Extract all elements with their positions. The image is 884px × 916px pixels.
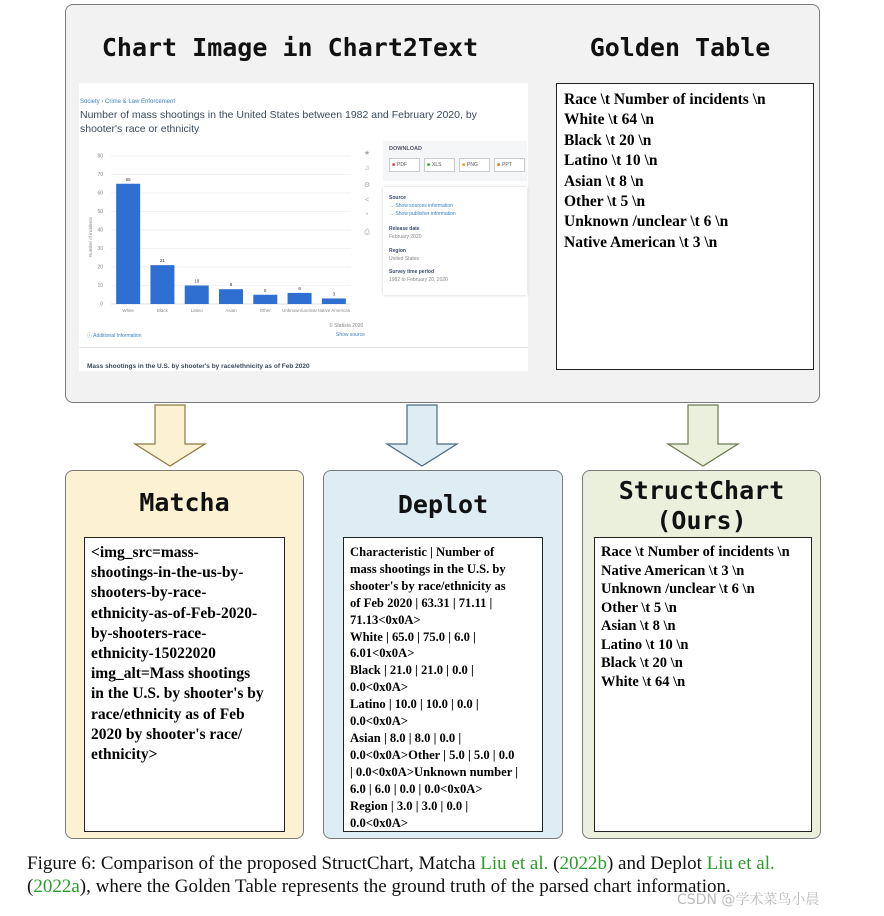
arrow-to-matcha [133, 404, 207, 468]
matcha-line: by-shooters-race- [91, 624, 207, 642]
structchart-heading [582, 476, 821, 536]
caption-text: Figure 6: Comparison of the proposed StructChart, Matcha [27, 853, 481, 874]
structchart-line: Race \t Number of incidents \n [601, 544, 790, 560]
download-xls-button[interactable] [424, 158, 455, 172]
matcha-line: 2020 by shooter's race/ [91, 725, 243, 743]
deplot-line: Region | 3.0 | 3.0 | 0.0 | [350, 798, 469, 813]
golden-line: Native American \t 3 \n [564, 233, 718, 251]
chart-screenshot [79, 83, 528, 371]
golden-line: White \t 64 \n [564, 111, 654, 129]
bar [185, 286, 209, 305]
source-heading: Source [389, 195, 406, 201]
deplot-line: Latino | 10.0 | 10.0 | 0.0 | [350, 697, 479, 712]
y-tick-label: 80 [97, 153, 103, 160]
print-icon[interactable]: ⎙ [364, 229, 370, 236]
structchart-line: Native American \t 3 \n [601, 562, 745, 579]
watermark: CSDN @学术菜鸟小晨 [677, 892, 820, 908]
download-png-label: PNG [467, 162, 478, 168]
citation-year[interactable]: 2022b [559, 853, 607, 874]
region-heading: Region [389, 248, 406, 254]
y-tick-label: 50 [97, 209, 103, 215]
golden-line: Black \t 20 \n [564, 131, 652, 149]
quote-icon[interactable]: ” [365, 213, 369, 220]
deplot-line: 0.0<0x0A>Other | 5.0 | 5.0 | 0.0 [350, 747, 515, 762]
x-tick-label: Other [259, 308, 271, 313]
matcha-line: img_alt=Mass shootings [91, 665, 251, 683]
y-tick-label: 0 [100, 301, 103, 308]
release-value: February 2020 [389, 234, 422, 240]
caption-text: ) and Deplot [606, 853, 707, 874]
structchart-output [594, 537, 812, 832]
golden-table [556, 83, 814, 370]
bar [288, 293, 312, 304]
download-panel [383, 141, 527, 181]
structchart-line: Black \t 20 \n [601, 655, 683, 671]
pdf-icon: ■ [392, 162, 396, 168]
citation-year[interactable]: 2022a [33, 876, 80, 897]
matcha-line: race/ethnicity as of Feb [91, 705, 245, 723]
golden-line: Asian \t 8 \n [564, 172, 644, 190]
deplot-line: 6.0 | 6.0 | 0.0 | 0.0<0x0A> [350, 781, 483, 796]
deplot-line: of Feb 2020 | 63.31 | 71.11 | [350, 595, 493, 610]
source-panel [383, 187, 527, 295]
bar-value-label: 5 [264, 287, 267, 293]
x-tick-label: Asian [225, 308, 237, 313]
bar-chart [79, 145, 369, 345]
matcha-line: shooters-by-race- [91, 584, 207, 602]
x-tick-label: Latino [190, 308, 203, 313]
png-icon: ■ [462, 162, 466, 168]
side-toolbar [362, 149, 372, 245]
xls-icon: ■ [427, 162, 431, 168]
x-tick-label: Native American [317, 308, 351, 313]
bar-value-label: 8 [229, 282, 233, 288]
y-tick-label: 60 [97, 190, 103, 197]
region-value: United States [389, 256, 420, 262]
bar [219, 289, 243, 304]
matcha-line: <img_src=mass- [91, 544, 199, 561]
download-ppt-button[interactable] [494, 158, 525, 172]
chart-title-line1: Number of mass shootings in the United States between 1982 and February 2020, by [80, 109, 477, 121]
matcha-line: in the U.S. by shooter's by [91, 685, 264, 703]
deplot-line: 6.01<0x0A> [350, 646, 415, 661]
golden-line: Other \t 5 \n [564, 193, 646, 211]
deplot-line: 0.0<0x0A> [350, 680, 409, 695]
download-pdf-button[interactable] [389, 158, 420, 172]
structchart-line: Unknown /unclear \t 6 \n [601, 581, 755, 597]
matcha-line: shootings-in-the-us-by- [91, 564, 244, 582]
star-icon[interactable]: ★ [363, 150, 371, 157]
download-ppt-label: PPT [502, 162, 512, 168]
bar [253, 295, 277, 304]
bar-value-label: 10 [194, 278, 200, 284]
caption-text: ( [27, 876, 34, 897]
info-icon: ⓘ [87, 333, 94, 339]
deplot-output [343, 537, 543, 832]
bar-value-label: 6 [298, 285, 301, 291]
deplot-line: | 0.0<0x0A>Unknown number | [350, 764, 519, 779]
structchart-line: Latino \t 10 \n [601, 636, 689, 653]
breadcrumb: Society › Crime & Law Enforcement [80, 99, 176, 105]
bar-value-label: 65 [125, 176, 131, 182]
deplot-line: White | 65.0 | 75.0 | 6.0 | [350, 629, 476, 644]
footer-title: Mass shootings in the U.S. by shooter's by race/ethnicity as of Feb 2020 [87, 363, 310, 370]
deplot-line: Characteristic | Number of [350, 545, 495, 559]
show-publisher-link[interactable]: → Show publisher information [389, 211, 456, 217]
gear-icon[interactable]: ⚙ [363, 182, 371, 189]
structchart-heading-line1: StructChart [618, 476, 785, 505]
bar [150, 265, 174, 304]
citation-author[interactable]: Liu et al. [480, 853, 549, 874]
release-heading: Release date [389, 226, 420, 232]
y-tick-label: 20 [97, 264, 103, 271]
download-xls-label: XLS [432, 162, 442, 168]
bar-value-label: 21 [159, 258, 165, 264]
golden-table-heading: Golden Table [589, 33, 771, 62]
matcha-output [84, 537, 285, 832]
deplot-line: Asian | 8.0 | 8.0 | 0.0 | [350, 730, 462, 745]
matcha-line: ethnicity-as-of-Feb-2020- [91, 604, 258, 622]
deplot-line: 0.0<0x0A> [350, 815, 409, 830]
additional-info-label: Additional Information [93, 333, 142, 339]
survey-heading: Survey time period [389, 269, 435, 275]
citation-author[interactable]: Liu et al. [706, 853, 775, 874]
golden-line: Latino \t 10 \n [564, 152, 658, 170]
caption-text: ), where the Golden Table represents the ground truth of the parsed chart information. [79, 876, 731, 897]
deplot-line: shooter's by race/ethnicity as [350, 578, 506, 593]
structchart-line: White \t 64 \n [601, 673, 686, 690]
download-png-button[interactable] [459, 158, 490, 172]
golden-line: Race \t Number of incidents \n [564, 91, 766, 108]
bar [116, 184, 140, 304]
copyright: © Statista 2020 [329, 323, 364, 329]
show-source-link[interactable]: Show source [336, 332, 365, 338]
bar [322, 298, 346, 304]
golden-line: Unknown /unclear \t 6 \n [564, 213, 729, 231]
matcha-line: ethnicity-15022020 [91, 645, 216, 663]
matcha-line: ethnicity> [91, 746, 158, 764]
download-label: DOWNLOAD [389, 146, 422, 152]
structchart-line: Other \t 5 \n [601, 599, 677, 616]
bar-value-label: 3 [332, 291, 336, 297]
additional-info-link[interactable] [87, 332, 142, 339]
matcha-heading: Matcha [139, 488, 230, 517]
bell-icon[interactable]: ♫ [364, 165, 370, 172]
ppt-icon: ■ [497, 162, 501, 168]
show-sources-link[interactable]: → Show sources information [389, 203, 453, 209]
y-tick-label: 70 [97, 172, 103, 178]
y-tick-label: 40 [97, 227, 103, 234]
chart-title [80, 109, 520, 136]
deplot-line: 0.0<0x0A> [350, 714, 409, 729]
divider [79, 347, 528, 348]
deplot-line: Black | 21.0 | 21.0 | 0.0 | [350, 663, 474, 678]
x-tick-label: White [122, 308, 134, 313]
y-tick-label: 30 [97, 246, 103, 252]
chart-title-line2: shooter's race or ethnicity [80, 122, 200, 135]
share-icon[interactable]: < [364, 197, 370, 204]
y-axis-label: Number of incidents [88, 216, 93, 258]
chart-image-heading: Chart Image in Chart2Text [101, 33, 479, 62]
caption-text: ( [548, 853, 560, 874]
x-tick-label: Black [156, 308, 168, 313]
arrow-to-deplot [385, 404, 459, 468]
arrow-to-structchart [666, 404, 740, 468]
download-pdf-label: PDF [397, 162, 408, 168]
structchart-heading-line2: (Ours) [656, 506, 747, 535]
y-tick-label: 10 [97, 283, 103, 289]
structchart-line: Asian \t 8 \n [601, 618, 676, 634]
x-tick-label: Unknown/unclear [282, 308, 317, 313]
deplot-line: mass shootings in the U.S. by [350, 561, 506, 576]
deplot-line: 71.13<0x0A> [350, 612, 421, 627]
survey-value: 1982 to February 20, 2020 [389, 277, 448, 283]
deplot-heading: Deplot [397, 490, 489, 519]
